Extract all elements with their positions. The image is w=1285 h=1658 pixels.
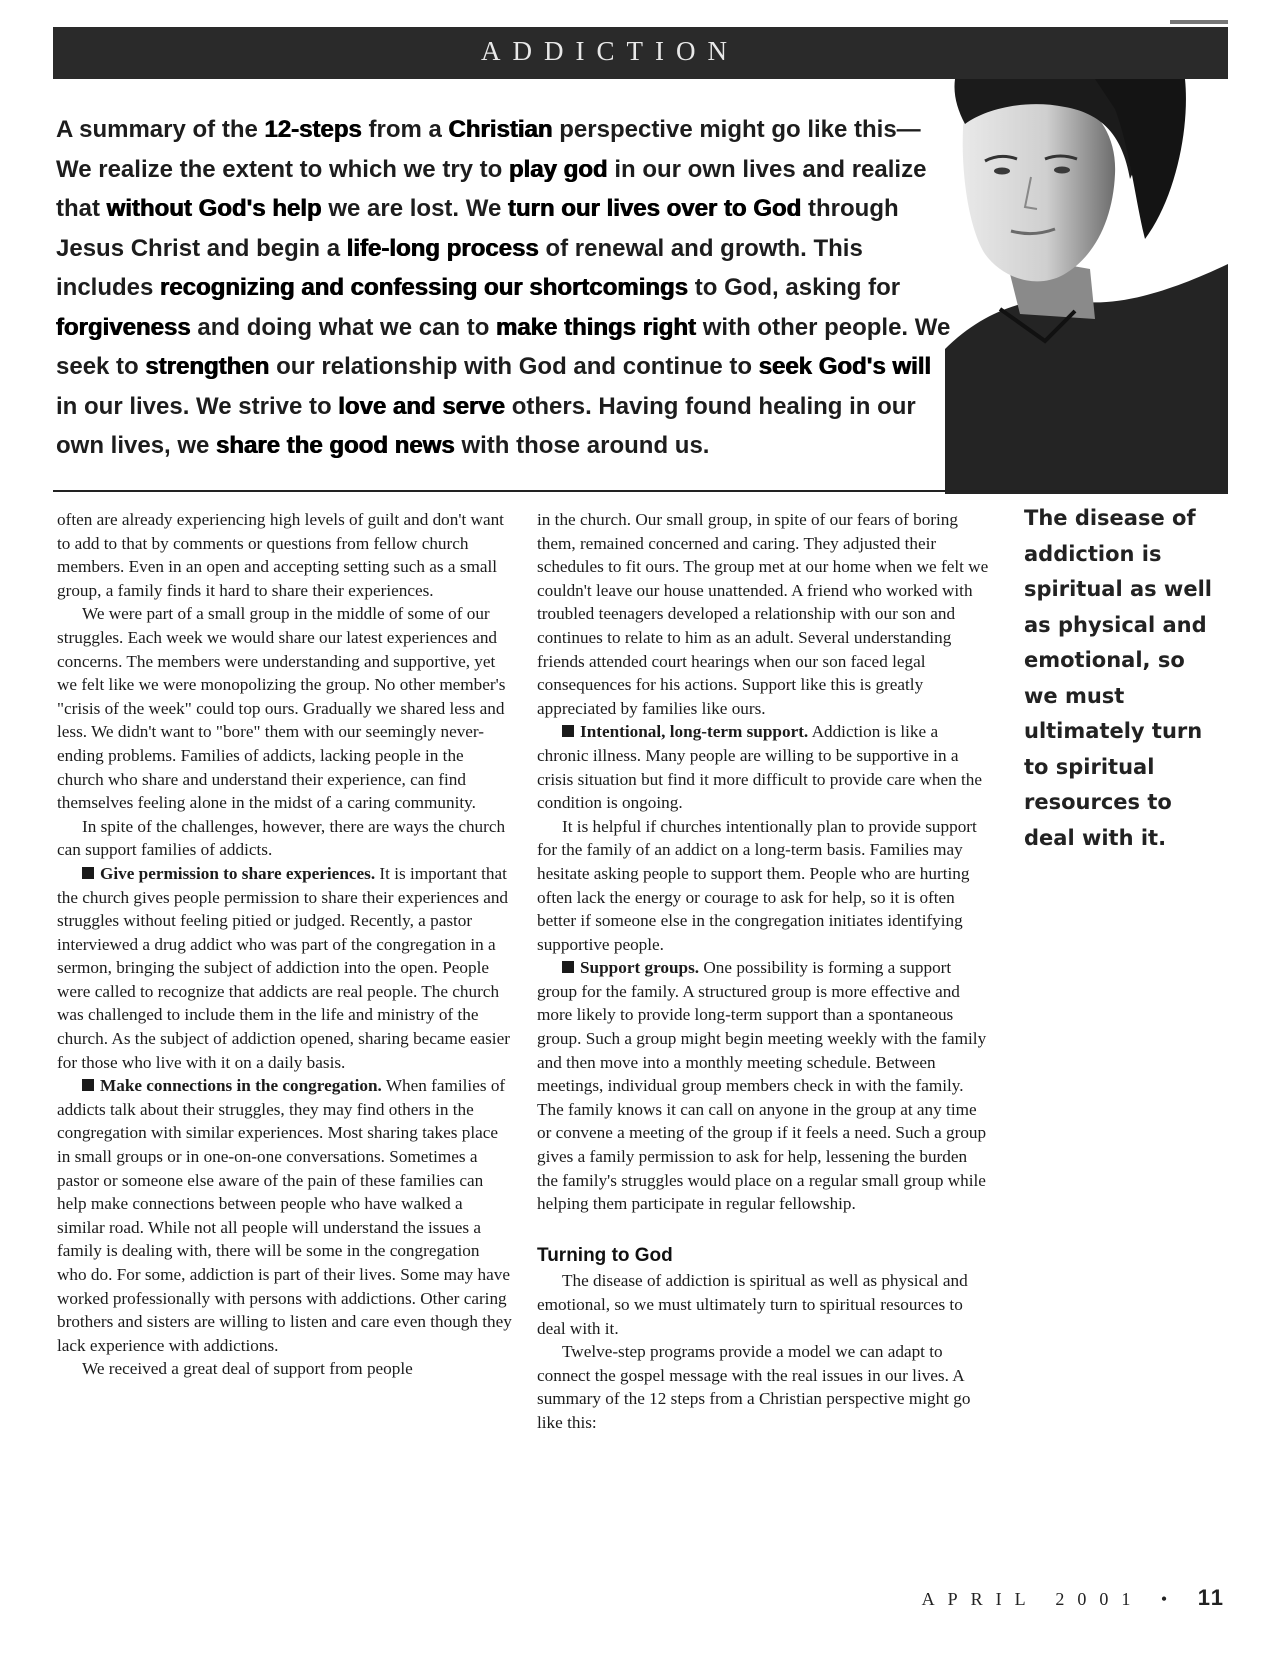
- page-footer: [870, 1585, 1225, 1611]
- issue-date: APRIL 2001: [921, 1589, 1144, 1609]
- emphasis: make things right: [496, 313, 697, 341]
- paragraph: We were part of a small group in the middle of some of our struggles. Each week we would share our latest experiences and concerns. The members were understanding and supportive, yet we felt like we were monopolizing the group. No other member's "crisis of the week" could top ours. Gradually we shared less and less. We didn't want to "bore" them with our seemingly never-ending problems. Families of addicts, lacking people in the church who share and understand their experience, can find themselves feeling alone in the midst of a caring community.: [57, 604, 506, 813]
- emphasis: recognizing and confessing our shortcomings: [160, 274, 689, 301]
- square-bullet-icon: [562, 725, 574, 737]
- pull-quote: The disease of addiction is spiritual as well as physical and emotional, so we must ultimately turn to spiritual resources to deal with it.: [1024, 506, 1212, 850]
- portrait-image: [945, 79, 1228, 494]
- paragraph: [57, 1074, 512, 1357]
- paragraph: [57, 862, 512, 1074]
- paragraph-body: When families of addicts talk about their struggles, they may find others in the congregation with similar experiences. Most sharing takes place in small groups or in one-on-one conversations. Sometimes a pastor or someone else aware of the pain of these families can help make connections between people who have walked a similar road. While not all people will understand the issues a family is dealing with, there will be some in the congregation who do. For some, addiction is part of their lives. Some may have worked professionally with persons with addictions. Other caring brothers and sisters are willing to listen and care even though they lack experience with addictions.: [57, 1076, 512, 1355]
- paragraph-body: One possibility is forming a support group for the family. A structured group is more effective and more likely to provide long-term support than a spontaneous group. Such a group might begin meeting weekly with the family and then move into a monthly meeting schedule. Between meetings, individual group members check in with the family. The family knows it can call on anyone in the group at any time or convene a meeting of the group if it feels a need. Such a group gives a family permission to ask for help, lessening the burden the family's struggles would place on a regular small group while helping them participate in regular fellowship.: [537, 958, 987, 1214]
- emphasis: love and serve: [338, 392, 506, 420]
- section-title: ADDICTION: [481, 36, 739, 66]
- square-bullet-icon: [82, 1079, 94, 1091]
- emphasis: Christian: [448, 116, 553, 143]
- emphasis: 12-steps: [264, 116, 362, 143]
- paragraph: [537, 956, 992, 1216]
- paragraph: often are already experiencing high levels of guilt and don't want to add to that by comments or questions from fellow church members. Even in an open and accepting setting such as a small group, a family finds it hard to share their experiences.: [57, 510, 504, 600]
- paragraph: in the church. Our small group, in spite of our fears of boring them, remained concerned and caring. They adjusted their schedules to fit ours. The group met at our home when we felt we couldn't leave our house unattended. A friend who worked with troubled teenagers developed a relationship with our son and continues to relate to him as an adult. Several understanding friends attended court hearings when our son faced legal consequences for his actions. Support like this is greatly appreciated by families like ours.: [537, 510, 989, 718]
- paragraph: The disease of addiction is spiritual as well as physical and emotional, so we must ultimately turn to spiritual resources to deal with it.: [537, 1271, 968, 1338]
- lead-in: Support groups.: [580, 958, 700, 978]
- lead-summary: A summary of the 12-steps from a Christian perspective might go like this— We realize the extent to which we try to play god in our own lives and realize that without God's help we are lost. We turn our lives over to God through Jesus Christ and begin a life-long process of renewal and growth. This includes recognizing and confessing our shortcomings to God, asking for forgiveness and doing what we can to make things right with other people. We seek to strengthen our relationship with God and continue to seek God's will in our lives. We strive to love and serve others. Having found healing in our own lives, we share the good news with those around us.: [56, 116, 951, 459]
- article-column-2: [537, 508, 992, 1435]
- section-divider: [53, 490, 1228, 492]
- emphasis: strengthen: [145, 353, 270, 380]
- page-number: 11: [1197, 1585, 1225, 1610]
- paragraph: In spite of the challenges, however, there are ways the church can support families of addicts.: [57, 816, 506, 860]
- square-bullet-icon: [82, 867, 94, 879]
- lead-in: Give permission to share experiences.: [100, 863, 376, 883]
- square-bullet-icon: [562, 961, 574, 973]
- paragraph: [537, 720, 992, 814]
- paragraph: We received a great deal of support from people: [82, 1359, 413, 1379]
- emphasis: turn our lives over to God: [507, 195, 802, 222]
- lead-in: Intentional, long-term support.: [580, 722, 809, 742]
- emphasis: play god: [509, 155, 608, 183]
- footer-separator: •: [1160, 1589, 1181, 1609]
- emphasis: forgiveness: [56, 313, 191, 341]
- paragraph-body: It is important that the church gives people permission to share their experiences and struggles without feeling pitied or judged. Recently, a pastor interviewed a drug addict who was part of the congregation in a sermon, bringing the subject of addiction into the open. People were called to recognize that addicts are real people. The church was challenged to include them in the life and ministry of the church. As the subject of addiction opened, sharing became easier for those who live with it on a daily basis.: [57, 863, 510, 1072]
- paragraph: Twelve-step programs provide a model we can adapt to connect the gospel message with the real issues in our lives. A summary of the 12 steps from a Christian perspective might go like this:: [537, 1342, 971, 1432]
- emphasis: without God's help: [106, 195, 322, 222]
- emphasis: share the good news: [216, 432, 455, 459]
- emphasis: seek God's will: [758, 353, 932, 380]
- paragraph: It is helpful if churches intentionally plan to provide support for the family of an addict on a long-term basis. Families may hesitate asking people to support them. People who are hurting often lack the energy or courage to ask for help, so it is often better if someone else in the congregation initiates identifying supportive people.: [537, 816, 977, 954]
- article-column-1: [57, 508, 512, 1381]
- banner-rule: [1170, 20, 1228, 24]
- emphasis: life-long process: [346, 234, 539, 262]
- subheading: Turning to God: [537, 1244, 673, 1266]
- paragraph-body: Addiction is like a chronic illness. Many people are willing to be supportive in a crisis situation but find it more difficult to provide care when the condition is ongoing.: [537, 722, 983, 813]
- portrait-photo: [945, 79, 1228, 494]
- lead-in: Make connections in the congregation.: [100, 1076, 382, 1096]
